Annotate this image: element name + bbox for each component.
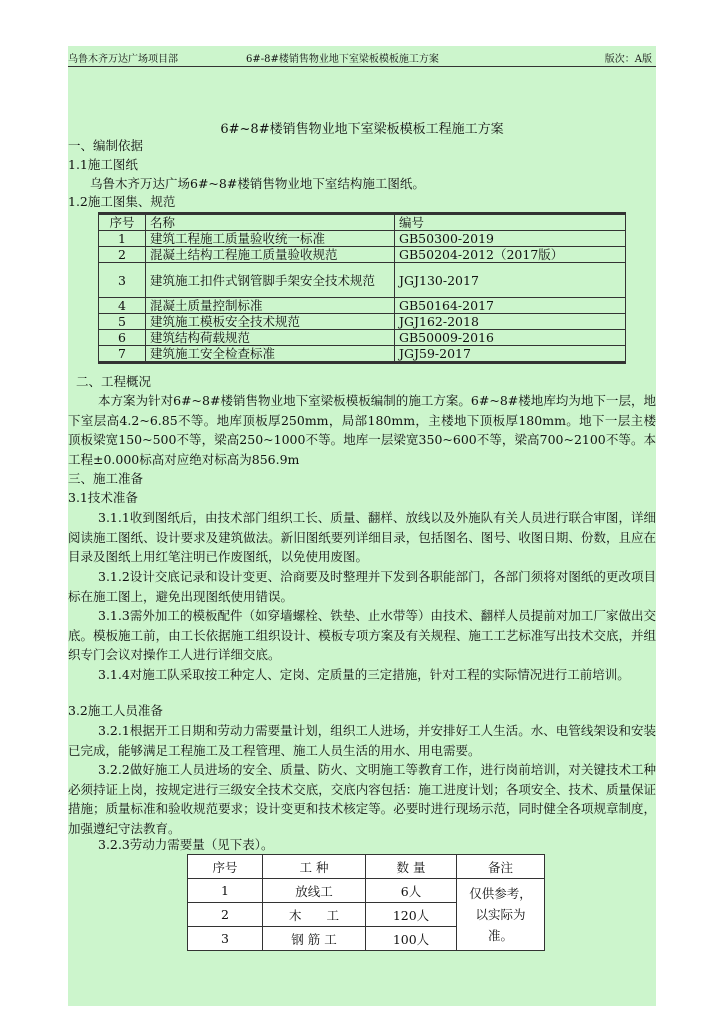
cell-code: GB50164-2017 [395, 298, 626, 314]
table-row [99, 263, 626, 298]
section-2-heading: 二、工程概况 [76, 374, 152, 389]
standards-table [98, 212, 626, 364]
cell-no: 4 [99, 298, 146, 314]
cell-code: JGJ162-2018 [395, 314, 626, 330]
para-3-1-4: 3.1.4对施工队采取按工种定人、定岗、定质量的三定措施，针对工程的实际情况进行工前培训。 [98, 667, 630, 682]
cell-name: 建筑施工安全检查标准 [146, 346, 395, 363]
table-row [99, 247, 626, 263]
header-version: 版次：A版 [604, 54, 652, 65]
header-doc-title: 6#-8#楼销售物业地下室梁板模板施工方案 [246, 54, 439, 65]
table-row [99, 314, 626, 330]
cell-code: GB50300-2019 [395, 231, 626, 247]
cell-no: 2 [188, 903, 263, 927]
cell-name: 建筑施工扣件式钢管脚手架安全技术规范 [146, 263, 395, 298]
col-header-trade: 工 种 [263, 855, 366, 879]
cell-remark: 仅供参考，以实际为准。 [457, 879, 545, 951]
table-row [99, 346, 626, 363]
cell-no: 1 [188, 879, 263, 903]
cell-name: 混凝土质量控制标准 [146, 298, 395, 314]
doc-title: 6#~8#楼销售物业地下室梁板模板工程施工方案 [220, 122, 504, 137]
para-3-1-3: 3.1.3需外加工的模板配件（如穿墙螺栓、铁垫、止水带等）由技术、翻样人员提前对加工厂家做出交底。模板施工前，由工长依据施工组织设计、模板专项方案及有关规程、施工工艺标准写出技术交底，并组织专门会议对操作工人进行详细交底。 [68, 608, 656, 662]
section-3-2-heading: 3.2施工人员准备 [68, 703, 163, 718]
section-3-1-heading: 3.1技术准备 [68, 490, 138, 505]
cell-name: 建筑工程施工质量验收统一标准 [146, 231, 395, 247]
cell-trade: 钢 筋 工 [263, 927, 366, 951]
section-1-1-heading: 1.1施工图纸 [68, 157, 138, 172]
cell-no: 3 [188, 927, 263, 951]
table-row [99, 298, 626, 314]
table-row [99, 330, 626, 346]
cell-trade: 放线工 [263, 879, 366, 903]
para-3-2-1: 3.2.1根据开工日期和劳动力需要量计划，组织工人进场，并安排好工人生活。水、电管线架设和安装已完成，能够满足工程施工及工程管理、施工人员生活的用水、用电需要。 [68, 723, 656, 758]
page-header [68, 48, 656, 67]
cell-no: 3 [99, 263, 146, 298]
para-3-1-1: 3.1.1收到图纸后，由技术部门组织工长、质量、翻样、放线以及外施队有关人员进行联合审图，详细阅读施工图纸、设计要求及建筑做法。新旧图纸要列详细目录，包括图名、图号、收图日期、份数，且应在目录及图纸上用红笔注明已作废图纸，以免使用废图。 [68, 510, 656, 564]
cell-no: 1 [99, 231, 146, 247]
col-header-no: 序号 [188, 855, 263, 879]
cell-quantity: 120人 [366, 903, 457, 927]
cell-no: 2 [99, 247, 146, 263]
cell-name: 混凝土结构工程施工质量验收规范 [146, 247, 395, 263]
cell-trade: 木 工 [263, 903, 366, 927]
section-1-2-heading: 1.2施工图集、规范 [68, 194, 176, 209]
cell-no: 5 [99, 314, 146, 330]
section-1-1-text: 乌鲁木齐万达广场6#~8#楼销售物业地下室结构施工图纸。 [90, 176, 425, 191]
table-row [99, 231, 626, 247]
para-3-2-3: 3.2.3劳动力需要量（见下表）。 [98, 837, 274, 852]
section-1-heading: 一、编制依据 [68, 138, 144, 153]
table-header-row [99, 214, 626, 231]
cell-no: 6 [99, 330, 146, 346]
table-header-row [188, 855, 545, 879]
table-row [188, 879, 545, 903]
cell-quantity: 100人 [366, 927, 457, 951]
col-header-name: 名称 [146, 214, 395, 231]
cell-no: 7 [99, 346, 146, 363]
col-header-quantity: 数 量 [366, 855, 457, 879]
cell-code: JGJ59-2017 [395, 346, 626, 363]
para-3-1-2: 3.1.2设计交底记录和设计变更、洽商要及时整理并下发到各职能部门，各部门须将对图纸的更改项目标在施工图上，避免出现图纸使用错误。 [68, 569, 656, 604]
cell-code: JGJ130-2017 [395, 263, 626, 298]
labor-table [187, 854, 545, 951]
para-3-2-2: 3.2.2做好施工人员进场的安全、质量、防火、文明施工等教育工作，进行岗前培训，对关键技术工种必须持证上岗，按规定进行三级安全技术交底，交底内容包括：施工进度计划；各项安全、技术、质量保证措施；质量标准和验收规范要求；设计变更和技术核定等。必要时进行现场示范，同时健全各项规章制度，加强遵纪守法教育。 [68, 762, 656, 836]
col-header-no: 序号 [99, 214, 146, 231]
col-header-remark: 备注 [457, 855, 545, 879]
header-project: 乌鲁木齐万达广场项目部 [68, 54, 178, 65]
cell-code: GB50009-2016 [395, 330, 626, 346]
cell-name: 建筑结构荷载规范 [146, 330, 395, 346]
section-3-heading: 三、施工准备 [68, 471, 144, 486]
col-header-code: 编号 [395, 214, 626, 231]
section-2-text: 本方案为针对6#~8#楼销售物业地下室梁板模板编制的施工方案。6#~8#楼地库均为地下一层，地下室层高4.2~6.85不等。地库顶板厚250mm，局部180mm，主楼地下顶板厚180mm。地下一层主楼顶板梁宽150~500不等，梁高250~1000不等。地库一层梁宽350~600不等，梁高700~2100不等。本工程±0.000标高对应绝对标高为856.9m [68, 393, 656, 467]
cell-name: 建筑施工模板安全技术规范 [146, 314, 395, 330]
cell-quantity: 6人 [366, 879, 457, 903]
cell-code: GB50204-2012（2017版） [395, 247, 626, 263]
